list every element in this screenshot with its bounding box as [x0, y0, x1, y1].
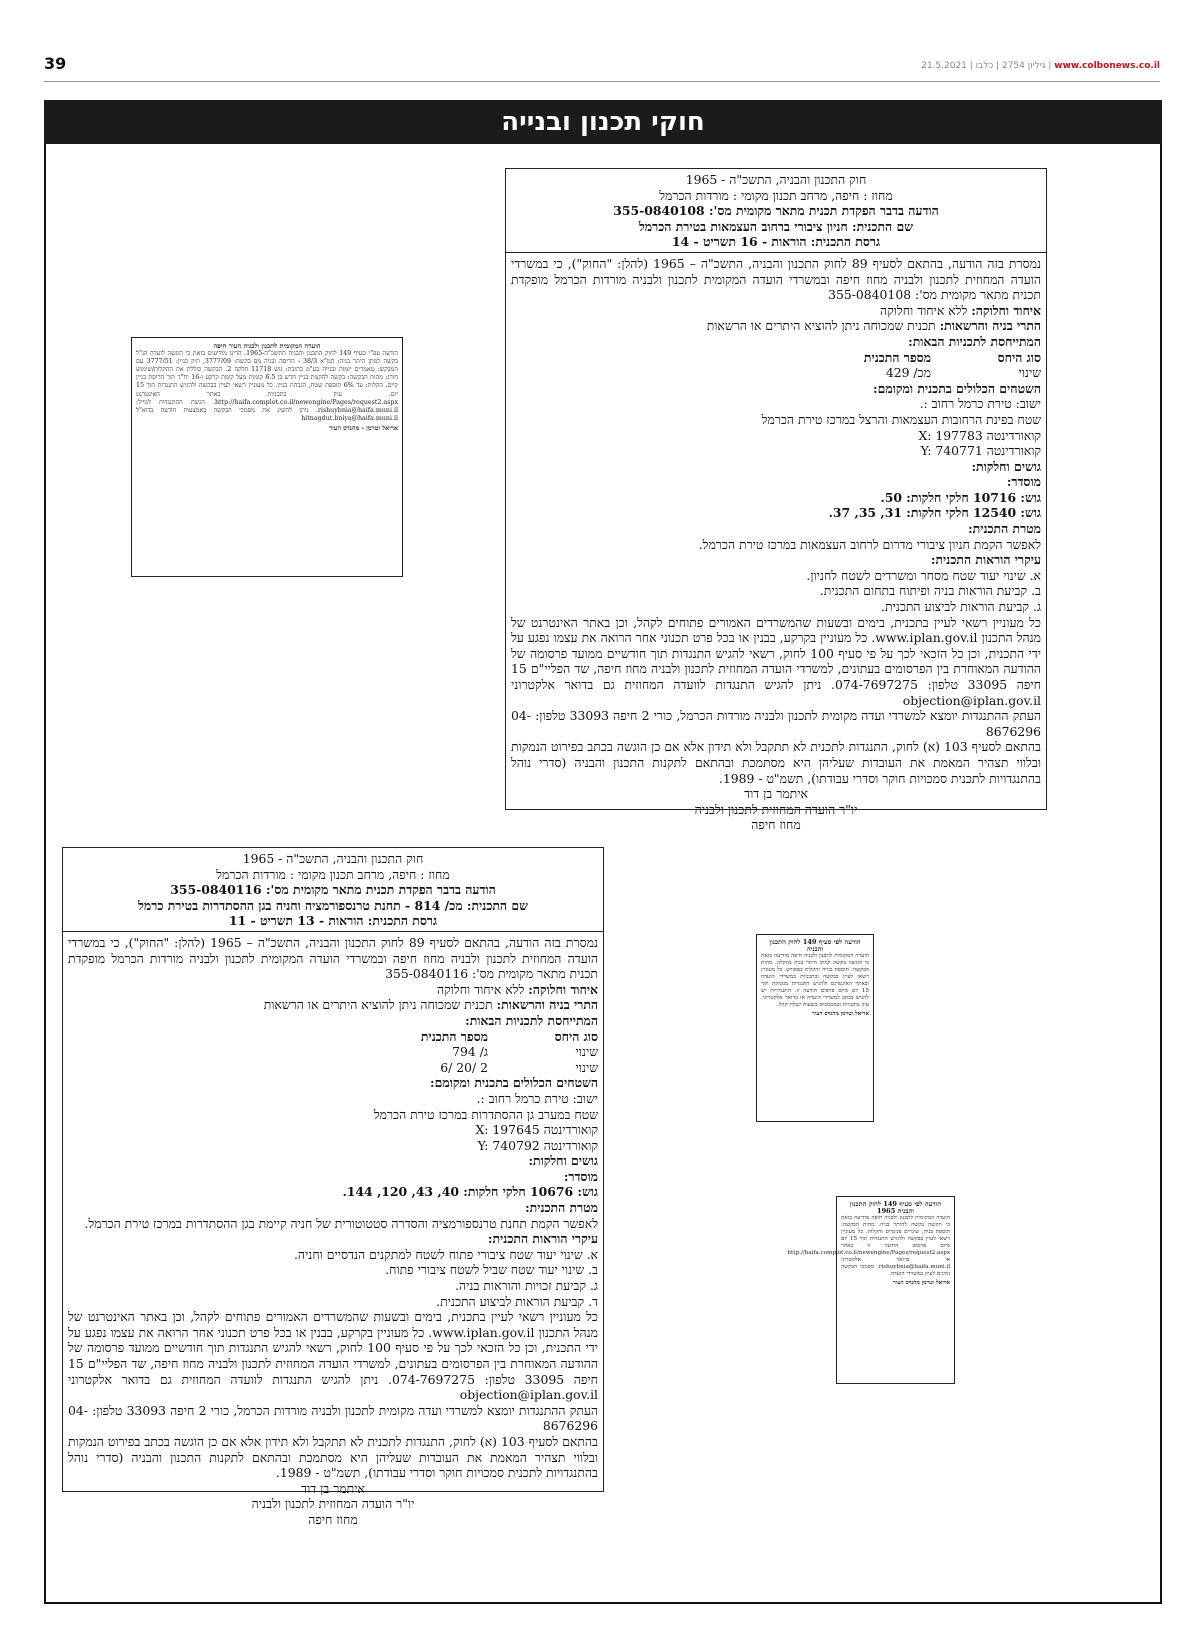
notice-unify-value: ללא איחוד וחלוקה: [436, 981, 525, 997]
notice-permits-label: התרי בניה והרשאות:: [939, 318, 1041, 334]
related-col-number: מספר התכנית: [863, 349, 931, 365]
notice-main-label: עיקרי הוראות התכנית:: [487, 1231, 598, 1247]
notice-main-label: עיקרי הוראות התכנית:: [930, 552, 1041, 568]
related-type: שינוי: [575, 1044, 598, 1060]
notice-location: שטח בפינת הרחובות העצמאות והרצל במרכז טירת הכרמל: [761, 411, 1041, 427]
notice-unify: [68, 982, 598, 998]
header-meta: 21.5.2021 | גיליון 2754 | כלבו | www.colbonews.co.il: [921, 61, 1160, 71]
notice-haifa-permit-2: [756, 934, 874, 1122]
mini-body: הודעה עפ"י סעיף 149 לחוק התכנון והבניה התשכ"ה-1965. הרינו מודיעים בזאת כי הוגשה לועדה הנ"ל בקשה למתן היתר בניה: תמ"א 38/3 - הריסה ובניה מס בקשה: 3777/09, תיק בניין: 3777/51 עם המבקש: טאמרים יזמות ובנייה בע"מ כתובת: גוש 11718 חלקה 2. הבקשה כוללת את ההקלות/שימוש חורג: מהות הבקשה: בקשה להקמת בניין חדש בן 6.5 קומות מעל קומת קרקע ו-16 יח"ד תוך הריסת בניין קיים. הקלות: עד 6% תוספת שטח, הגבהת בניין. כל מעוניין רשאי לעיין בבקשה ולהגיש התנגדות תוך 15 יום. עיון בתכניות באתר האינטרנט http://haifa.complot.co.il/newengine/Pages/request2.aspx. הגשת ההתנגדות למייל: rishuybnia@haifa.muni.il. ניתן להשיג את מסמכי הבקשה באמצעות הודעה בדוא"ל hitnagdut.bniya@haifa.muni.il: [136, 350, 398, 422]
related-type: שינוי: [575, 1059, 598, 1075]
notice-rule-103: בהתאם לסעיף 103 (א) לחוק, התנגדות לתכנית לא תתקבל ולא תידון אלא אם כן הוגשה בכתב בפירוט הנמקות ובלווי תצהיר המאמת את העובדות שעליהן היא מסתמכת ובהתאם לתקנות התכנון והבניה (סדרי נוהל בהתנגדויות לתכנית סמכויות חוקר וסדרי עבודתו), תשמ"ט - 1989.: [511, 739, 1041, 786]
notice-areas-label: השטחים הכלולים בתכנית ומקומם:: [430, 1075, 598, 1091]
notice-signature-line: מחוז חיפה: [751, 817, 801, 833]
notice-goal: לאפשר הקמת תחנת טרנספורמציה והסדרה סטטוטורית של חניה קיימת בגן ההסתדרות במרכז טירת הכרמל.: [84, 1215, 598, 1231]
section-banner: חוקי תכנון ובנייה: [44, 100, 1162, 144]
notice-parcel: גוש: 10676 חלקי חלקות: 40, 43, 120, 144.: [342, 1184, 598, 1200]
notice-unify: [511, 303, 1041, 319]
notice-plan-0840108: [505, 168, 1047, 833]
notice-intro: נמסרת בזה הודעה, בהתאם לסעיף 89 לחוק התכנון והבניה, התשכ"ה – 1965 (להלן: "החוק"), כי במשרדי הועדה המחוזית לתכנון ולבניה מחוז חיפה ובמשרדי הועדה המקומית לתכנון ולבניה מורדות הכרמל מופקדת תכנית מתאר מקומית מס': 355-0840116: [68, 934, 598, 982]
notice-intro: נמסרת בזה הודעה, בהתאם לסעיף 89 לחוק התכנון והבניה, התשכ"ה – 1965 (להלן: "החוק"), כי במשרדי הועדה המחוזית לתכנון ולבניה מחוז חיפה ובמשרדי הועדה המקומית לתכנון ולבניה מורדות הכרמל מופקדת תכנית מתאר מקומית מס': 355-0840108: [511, 255, 1041, 303]
notice-goal: לאפשר הקמת חניון ציבורי מדרום לרחוב העצמאות במרכז טירת הכרמל.: [698, 536, 1041, 552]
notice-unify-label: איחוד וחלוקה:: [971, 302, 1041, 318]
notice-main-item: א. שינוי יעוד שטח מסחר ומשרדים לשטח לחניון.: [806, 567, 1041, 583]
notice-location: שטח במערב גן ההסתדרות במרכז טירת הכרמל: [373, 1106, 598, 1122]
notice-coord-x: קואורדינטה X: 197783: [918, 427, 1041, 443]
notice-settlement: ישוב: טירת כרמל רחוב :.: [919, 396, 1041, 412]
notice-parcel: גוש: 10716 חלקי חלקות: 50.: [880, 489, 1041, 505]
page-header: [44, 54, 1160, 82]
related-col-type: סוג היחס: [997, 349, 1041, 365]
notice-header-line: שם התכנית: מכ/ 814 - תחנת טרנספורמציה וחניה בגן ההסתדרות בטירת כרמל: [138, 897, 528, 913]
notice-goal-label: מטרת התכנית:: [525, 1200, 598, 1216]
related-type: שינוי: [1018, 365, 1041, 381]
page-number: 39: [44, 54, 67, 73]
notice-permits: [68, 997, 598, 1013]
notice-signature-line: יו"ר הועדה המחוזית לתכנון ולבניה: [694, 801, 858, 817]
notice-goal-label: מטרת התכנית:: [968, 521, 1041, 537]
notice-haifa-permit-1: [131, 337, 403, 577]
notice-coord-y: קואורדינטה Y: 740792: [477, 1137, 598, 1153]
notice-main-item: ג. קביעת זכויות והוראות בניה.: [455, 1278, 598, 1294]
notice-body: כל מעוניין רשאי לעיין בתכנית, בימים ובשעות שהמשרדים האמורים פתוחים לקהל, וכן באתר האינטרנט של מנהל התכנון www.iplan.gov.il. כל מעוניין בקרקע, בבנין או בכל פרט תכנוני אחר הרואה את עצמו נפגע על ידי התכנית, וכן כל הזכאי לכך על פי סעיף 100 לחוק, רשאי להגיש התנגדות תוך חודשיים ממועד פרסומה של ההודעה המאוחרת בין הפרסומים בעתונים, למשרדי הועדה המחוזית לתכנון ולבניה מחוז חיפה, שד הפליי"ם 15 חיפה 33095 טלפון: 074-7697275. ניתן להגיש התנגדות לוועדה המחוזית גם בדואר אלקטרוני objection@iplan.gov.il: [511, 614, 1042, 708]
header-site-link[interactable]: www.colbonews.co.il: [1054, 61, 1160, 71]
notice-parcels-label: גושים וחלקות:: [971, 458, 1041, 474]
notice-coord-y: קואורדינטה Y: 740771: [920, 443, 1041, 459]
notice-settlement: ישוב: טירת כרמל רחוב :.: [476, 1090, 598, 1106]
notice-main-item: ב. שינוי יעוד שטח שביל לשטח ציבורי פתוח.: [385, 1262, 598, 1278]
notice-header: [63, 851, 603, 932]
notice-signature-line: מחוז חיפה: [308, 1511, 358, 1527]
notice-musdar: מוסדר:: [1006, 474, 1041, 490]
mini-body: הועדה המקומית לתכנון ולבניה חיפה מודיעה בזאת כי הוגשה בקשה למתן היתר בניה בהקלה. מהות הבקשה: תוספת בנייה והקלות כמפורט. כל מעוניין רשאי לעיין בבקשה ובתכניות במשרדי הועדה ובאתר האינטרנט ולהגיש התנגדות מנומקת תוך 15 יום מיום פרסום הודעה זו. התנגדויות יש להגיש בכתב למשרדי הועדה או בדואר אלקטרוני. עיון בתכניות ובמסמכים בשעות קבלת קהל.: [761, 953, 869, 1008]
mini-signature: אריאל וטרמן מהנדס העיר: [893, 1280, 950, 1286]
mini-signature: אריאל וטרמן מהנדס העיר: [812, 1011, 869, 1017]
notice-body: כל מעוניין רשאי לעיין בתכנית, בימים ובשעות שהמשרדים האמורים פתוחים לקהל, וכן באתר האינטרנט של מנהל התכנון www.iplan.gov.il. כל מעוניין בקרקע, בבנין או בכל פרט תכנוני אחר הרואה את עצמו נפגע על ידי התכנית, וכן כל הזכאי לכך על פי סעיף 100 לחוק, רשאי להגיש התנגדות תוך חודשיים ממועד פרסומה של ההודעה המאוחרת בין הפרסומים בעתונים, למשרדי הועדה המחוזית לתכנון ולבניה מחוז חיפה, שד הפליי"ם 15 חיפה 33095 טלפון: 074-7697275. ניתן להגיש התנגדות לוועדה המחוזית גם בדואר אלקטרוני objection@iplan.gov.il: [68, 1309, 599, 1403]
header-date: 21.5.2021: [921, 61, 967, 71]
notice-header-line: מחוז : חיפה, מרחב תכנון מקומי : מורדות הכרמל: [659, 187, 893, 203]
notice-permits-label: התרי בניה והרשאות:: [496, 997, 598, 1013]
notice-signature-line: איתמר בן דוד: [744, 786, 808, 802]
notice-parcels-label: גושים וחלקות:: [528, 1153, 598, 1169]
related-plan-row: [68, 1060, 598, 1076]
header-brand: כלבו: [975, 61, 994, 71]
mini-signature: אריאל וטרמן - מהנדס העיר: [329, 424, 398, 432]
notice-main-item: א. שינוי יעוד שטח ציבורי פתוח לשטח למתקנים הנדסיים וחניה.: [293, 1246, 598, 1262]
notice-permits-value: תכנית שמכוחה ניתן להוציא היתרים או הרשאות: [706, 318, 936, 334]
notice-copy: העתק ההתנגדות יומצא למשרדי ועדה מקומית לתכנון ולבניה מורדות הכרמל, כורי 2 חיפה 33093 טלפון: 04-8676296: [511, 708, 1042, 739]
notice-permits-value: תכנית שמכוחה ניתן להוציא היתרים או הרשאות: [263, 997, 493, 1013]
mini-title: הודעה לפי סעיף 149 לחוק התכנון והבניה: [769, 938, 861, 953]
notice-main-item: ד. קביעת הוראות לביצוע התכנית.: [436, 1293, 598, 1309]
notice-header-line: חוק התכנון והבניה, התשכ"ה - 1965: [242, 851, 424, 866]
related-number: 2 /20 /6: [440, 1059, 488, 1075]
notice-permits: [511, 318, 1041, 334]
notice-related-label: המתייחסת לתכניות הבאות:: [465, 1012, 598, 1028]
notice-header-line: מחוז : חיפה, מרחב תכנון מקומי : מורדות הכרמל: [216, 866, 450, 882]
mini-title: הודעה לפי סעיף 149 לחוק התכנון והבניה 1965: [849, 1200, 942, 1215]
notice-plan-0840116: [62, 847, 604, 1527]
notice-coord-x: קואורדינטה X: 197645: [475, 1122, 598, 1138]
notice-unify-label: איחוד וחלוקה:: [528, 981, 598, 997]
notice-parcel: גוש: 12540 חלקי חלקות: 31, 35, 37.: [828, 505, 1041, 521]
related-plan-row: [68, 1044, 598, 1060]
notice-header-line: הודעה בדבר הפקדת תכנית מתאר מקומית מס': 355-0840108: [613, 203, 939, 219]
notice-musdar: מוסדר:: [563, 1168, 598, 1184]
notice-haifa-permit-3: [787, 1196, 955, 1384]
notice-header-line: גרסת התכנית: הוראות - 13 תשריט - 11: [228, 913, 438, 929]
notice-header: [506, 172, 1046, 253]
mini-title: הועדה המקומית לתכנון ולבניה העיר חיפה: [213, 342, 321, 350]
notice-header-line: הודעה בדבר הפקדת תכנית מתאר מקומית מס': 355-0840116: [170, 882, 496, 898]
related-col-number: מספר התכנית: [420, 1028, 488, 1044]
notice-related-label: המתייחסת לתכניות הבאות:: [908, 333, 1041, 349]
notice-areas-label: השטחים הכלולים בתכנית ומקומם:: [873, 380, 1041, 396]
notice-copy: העתק ההתנגדות יומצא למשרדי ועדה מקומית לתכנון ולבניה מורדות הכרמל, כורי 2 חיפה 33093 טלפון: 04-8676296: [68, 1402, 599, 1434]
notice-header-line: גרסת התכנית: הוראות - 16 תשריט - 14: [671, 234, 881, 250]
related-number: מכ/ 429: [885, 365, 931, 381]
notice-header-line: שם התכנית: חניון ציבורי ברחוב העצמאות בטירת הכרמל: [639, 218, 913, 234]
related-plans-header: [511, 350, 1041, 366]
notice-main-item: ב. קביעת הוראות בניה ופיתוח בתחום התכנית.: [819, 583, 1041, 599]
notice-rule-103: בהתאם לסעיף 103 (א) לחוק, התנגדות לתכנית לא תתקבל ולא תידון אלא אם כן הוגשה בכתב בפירוט הנמקות ובלווי תצהיר המאמת את העובדות שעליהן היא מסתמכת ובהתאם לתקנות התכנון והבניה (סדרי נוהל בהתנגדויות לתכנית סמכויות חוקר וסדרי עבודתו), תשמ"ט - 1989.: [68, 1433, 598, 1481]
related-number: ג/ 794: [452, 1044, 488, 1060]
mini-body: הועדה המקומית לתכנון ולבניה חיפה מודיעה בזאת כי הוגשה בקשה להיתר בניה. מהות הבקשה: תוספת בניה, שינויים פנימיים והקלות. כל מעוניין רשאי לעיין בבקשה ולהגיש התנגדות תוך 15 יום מיום פרסום הודעה זו באתר http://haifa.complot.co.il/newengine/Pages/request2.aspx או בדואר אלקטרוני rishuybnia@haifa.muni.il. מסמכי הבקשה זמינים לעיון במשרדי הועדה.: [787, 1215, 950, 1277]
header-issue: גיליון 2754: [1001, 61, 1046, 71]
notice-main-item: ג. קביעת הוראות לביצוע התכנית.: [881, 599, 1041, 615]
notice-signature-line: איתמר בן דוד: [301, 1480, 365, 1496]
related-plan-row: [511, 365, 1041, 381]
header-rule: [44, 81, 1160, 82]
related-plans-header: [68, 1029, 598, 1045]
notice-header-line: חוק התכנון והבניה, התשכ"ה - 1965: [685, 172, 867, 187]
notice-signature-line: יו"ר הועדה המחוזית לתכנון ולבניה: [251, 1496, 415, 1512]
notice-unify-value: ללא איחוד וחלוקה: [879, 302, 968, 318]
related-col-type: סוג היחס: [554, 1028, 598, 1044]
